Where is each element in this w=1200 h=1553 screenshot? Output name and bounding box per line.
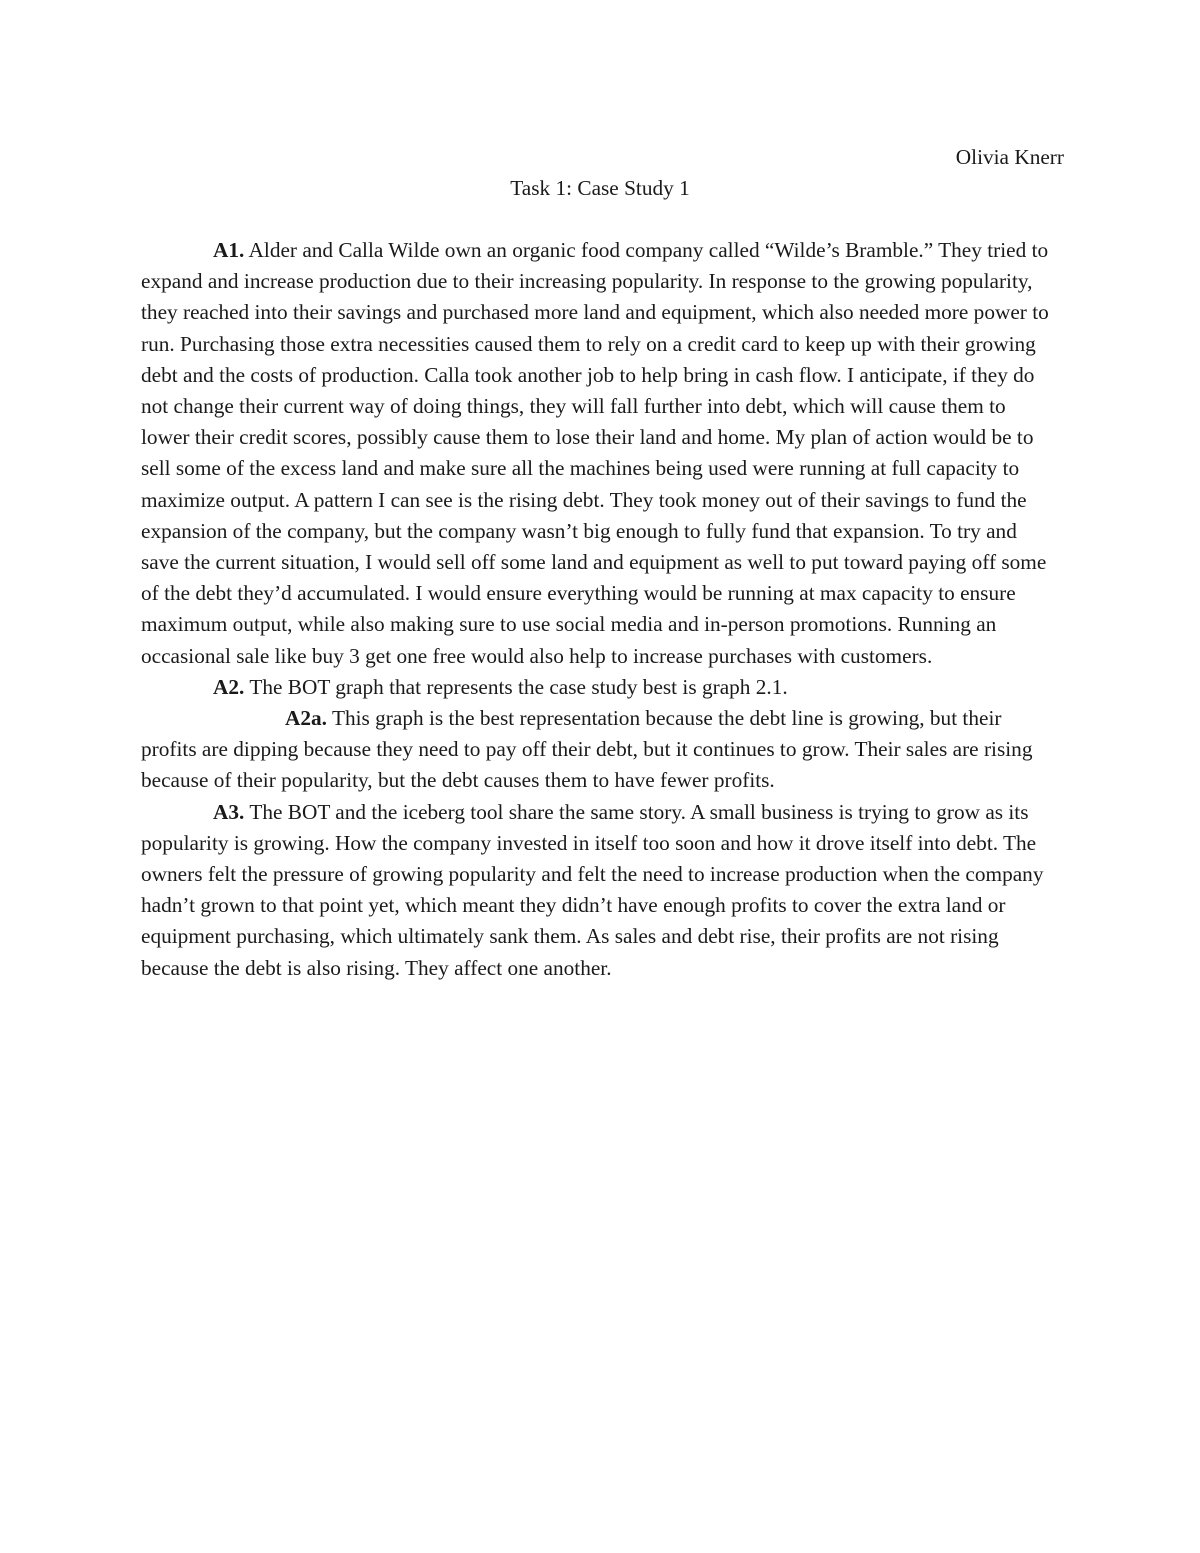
section-a2a — [141, 703, 1059, 797]
section-text: The BOT graph that represents the case study best is graph 2.1. — [249, 674, 788, 699]
section-a3 — [141, 797, 1059, 984]
section-a1 — [141, 235, 1059, 672]
section-label: A1. — [213, 238, 245, 262]
document-title: Task 1: Case Study 1 — [510, 176, 690, 200]
author-name: Olivia Knerr — [955, 145, 1064, 169]
section-label: A3. — [213, 799, 245, 824]
section-label: A2a. — [285, 706, 328, 731]
section-label: A2. — [213, 674, 245, 699]
section-text: The BOT and the iceberg tool share the same story. A small business is trying to grow as its popularity is growing. How the company invested in itself too soon and how it drove itself into debt. The owners felt the pressure of growing popularity and felt the need to increase production when the company hadn’t grown to that point yet, which meant they didn’t have enough profits to cover the extra land or equipment purchasing, which ultimately sank them. As sales and debt rise, their profits are not rising because the debt is also rising. They affect one another. — [141, 799, 1044, 980]
section-text: This graph is the best representation because the debt line is growing, but their profits are dipping because they need to pay off their debt, but it continues to grow. Their sales are rising because of their popularity, but the debt causes them to have fewer profits. — [141, 706, 1033, 793]
section-a2 — [141, 672, 1059, 703]
section-text: Alder and Calla Wilde own an organic food company called “Wilde’s Bramble.” They tried to expand and increase production due to their increasing popularity. In response to the growing popularity, they reached into their savings and purchased more land and equipment, which also needed more power to run. Purchasing those extra necessities caused them to rely on a credit card to keep up with their growing debt and the costs of production. Calla took another job to help bring in cash flow. I anticipate, if they do not change their current way of doing things, they will fall further into debt, which will cause them to lower their credit scores, possibly cause them to lose their land and home. My plan of action would be to sell some of the excess land and make sure all the machines being used were running at full capacity to maximize output. A pattern I can see is the rising debt. They took money out of their savings to fund the expansion of the company, but the company wasn’t big enough to fully fund that expansion. To try and save the current situation, I would sell off some land and equipment as well to put toward paying off some of the debt they’d accumulated. I would ensure everything would be running at max capacity to ensure maximum output, while also making sure to use social media and in-person promotions. Running an occasional sale like buy 3 get one free would also help to increase purchases with customers. — [141, 238, 1049, 668]
document-body — [141, 235, 1059, 984]
